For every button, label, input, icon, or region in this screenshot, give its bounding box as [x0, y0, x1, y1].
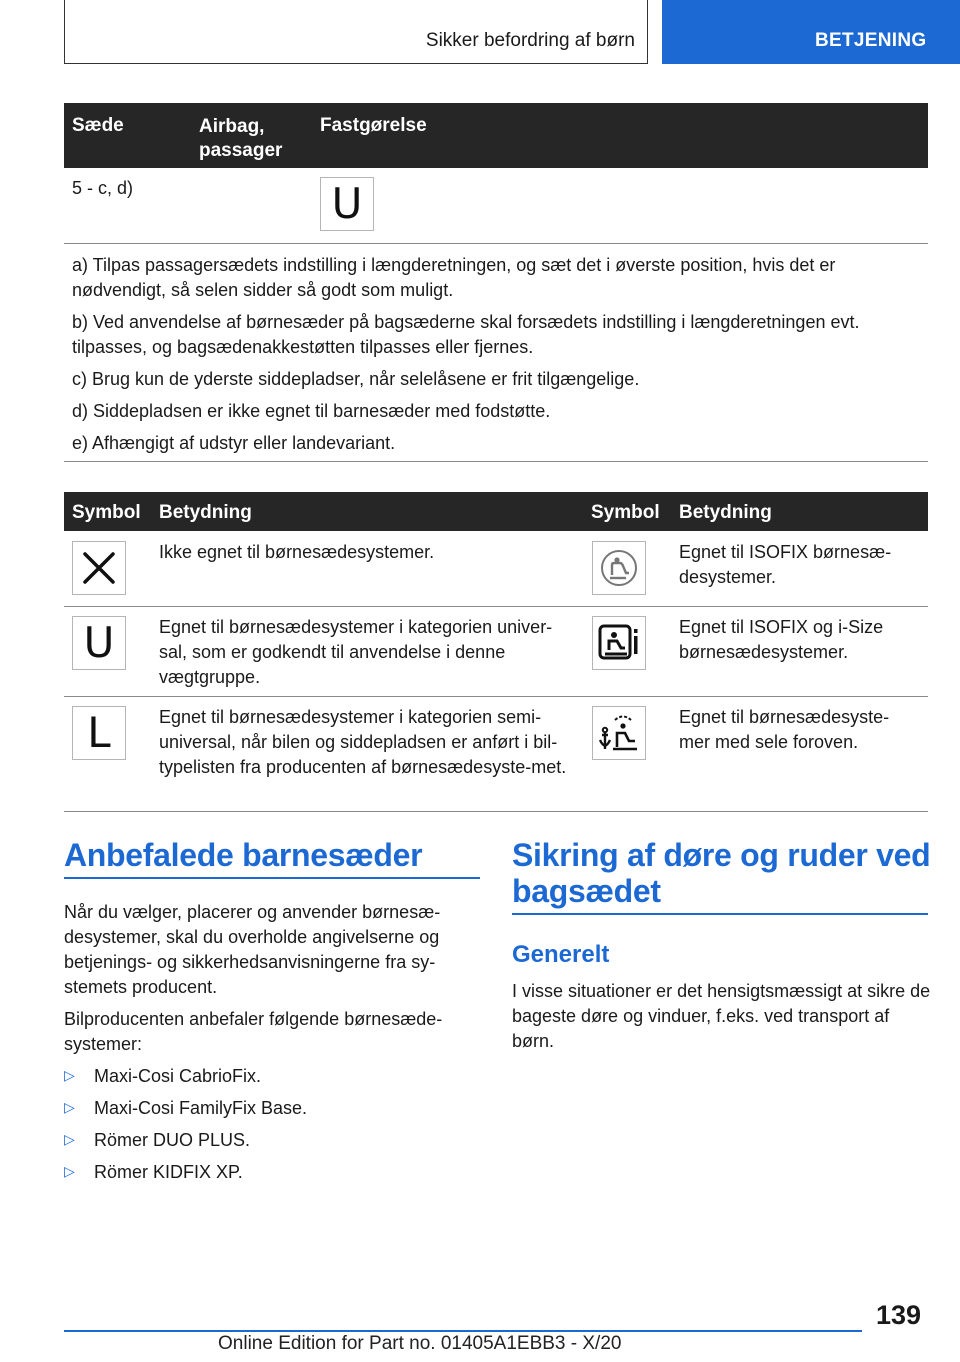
chapter-title: BETJENING: [815, 30, 927, 51]
universal-icon: U: [72, 616, 126, 670]
left-section-rule: [64, 877, 480, 879]
footnote-d: d) Siddepladsen er ikke egnet til barnesæder med fodstøtte.: [72, 401, 551, 421]
triangle-bullet-icon: ▷: [64, 1068, 75, 1084]
isofix-seat-icon: [592, 541, 646, 595]
meaning-universal: Egnet til børnesædesystemer i kategorien univer-sal, som er godkendt til anvendelse i denne vægtgruppe.: [159, 617, 553, 687]
header-symbol-left: Symbol: [72, 502, 141, 523]
isize-seat-icon: [592, 616, 646, 670]
semi-universal-icon: L: [72, 706, 126, 760]
right-subtitle: Generelt: [512, 941, 610, 968]
top-tether-icon: [592, 706, 646, 760]
header-fastening: Fastgørelse: [320, 115, 427, 136]
triangle-bullet-icon: ▷: [64, 1100, 75, 1116]
header-meaning-right: Betydning: [679, 502, 772, 523]
footnote-e: e) Afhængigt af udstyr eller landevariant.: [72, 433, 396, 453]
divider: [64, 243, 928, 244]
header-airbag: Airbag, passager: [199, 116, 283, 161]
meaning-semi-universal: Egnet til børnesædesystemer i kategorien semi-universal, når bilen og siddepladsen er anført i bil-typelisten fra producenten af børnesædesyste-met.: [159, 707, 567, 777]
seat-table-header: [64, 103, 928, 168]
divider: [64, 461, 928, 462]
cross-icon: [72, 541, 126, 595]
section-title: Sikker befordring af børn: [425, 30, 635, 51]
divider: [64, 606, 928, 607]
universal-icon: U: [320, 177, 374, 231]
divider: [64, 696, 928, 697]
triangle-bullet-icon: ▷: [64, 1132, 75, 1148]
running-header-chapter: [662, 0, 960, 64]
header-meaning-left: Betydning: [159, 502, 252, 523]
seat-cell: 5 - c, d): [72, 178, 134, 198]
right-section-rule: [512, 913, 928, 915]
triangle-bullet-icon: ▷: [64, 1164, 75, 1180]
right-paragraph-1: I visse situationer er det hensigtsmæssigt at sikre de bageste døre og vinduer, f.eks. ved transport af børn.: [512, 981, 931, 1051]
page-number: 139: [876, 1300, 922, 1330]
header-seat: Sæde: [72, 115, 124, 136]
header-symbol-right: Symbol: [591, 502, 660, 523]
meaning-top-tether: Egnet til børnesædesyste-mer med sele foroven.: [679, 707, 890, 752]
symbol-table-header: [64, 492, 928, 531]
footer-edition: Online Edition for Part no. 01405A1EBB3 - X/20: [218, 1333, 622, 1354]
right-section-title: Sikring af døre og ruder ved bagsædet: [512, 837, 931, 909]
left-section-title: Anbefalede barnesæder: [64, 837, 423, 873]
left-paragraph-1: Når du vælger, placerer og anvender børnesæ-desystemer, skal du overholde angivelserne og betjenings- og sikkerhedsanvisningerne fra sy-stemets producent.: [64, 902, 441, 997]
footnote-b: b) Ved anvendelse af børnesæder på bagsæderne skal forsædets indstilling i længderetningen evt. tilpasses, og bagsædenakkestøtten tilpasses eller fjernes.: [72, 312, 860, 357]
footnote-c: c) Brug kun de yderste siddepladser, når selelåsene er frit tilgængelige.: [72, 369, 640, 389]
footnote-a: a) Tilpas passagersædets indstilling i længderetningen, og sæt det i øverste position, hvis det er nødvendigt, så selen sidder så godt som muligt.: [72, 255, 836, 300]
divider: [64, 811, 928, 812]
running-header-section: [64, 0, 648, 64]
footer-rule: [64, 1330, 862, 1332]
meaning-isofix-isize: Egnet til ISOFIX og i-Size børnesædesystemer.: [679, 617, 884, 662]
left-paragraph-2: Bilproducenten anbefaler følgende børnesæde-systemer:: [64, 1009, 443, 1054]
meaning-not-suitable: Ikke egnet til børnesædesystemer.: [159, 542, 435, 562]
meaning-isofix: Egnet til ISOFIX børnesæ-desystemer.: [679, 542, 892, 587]
